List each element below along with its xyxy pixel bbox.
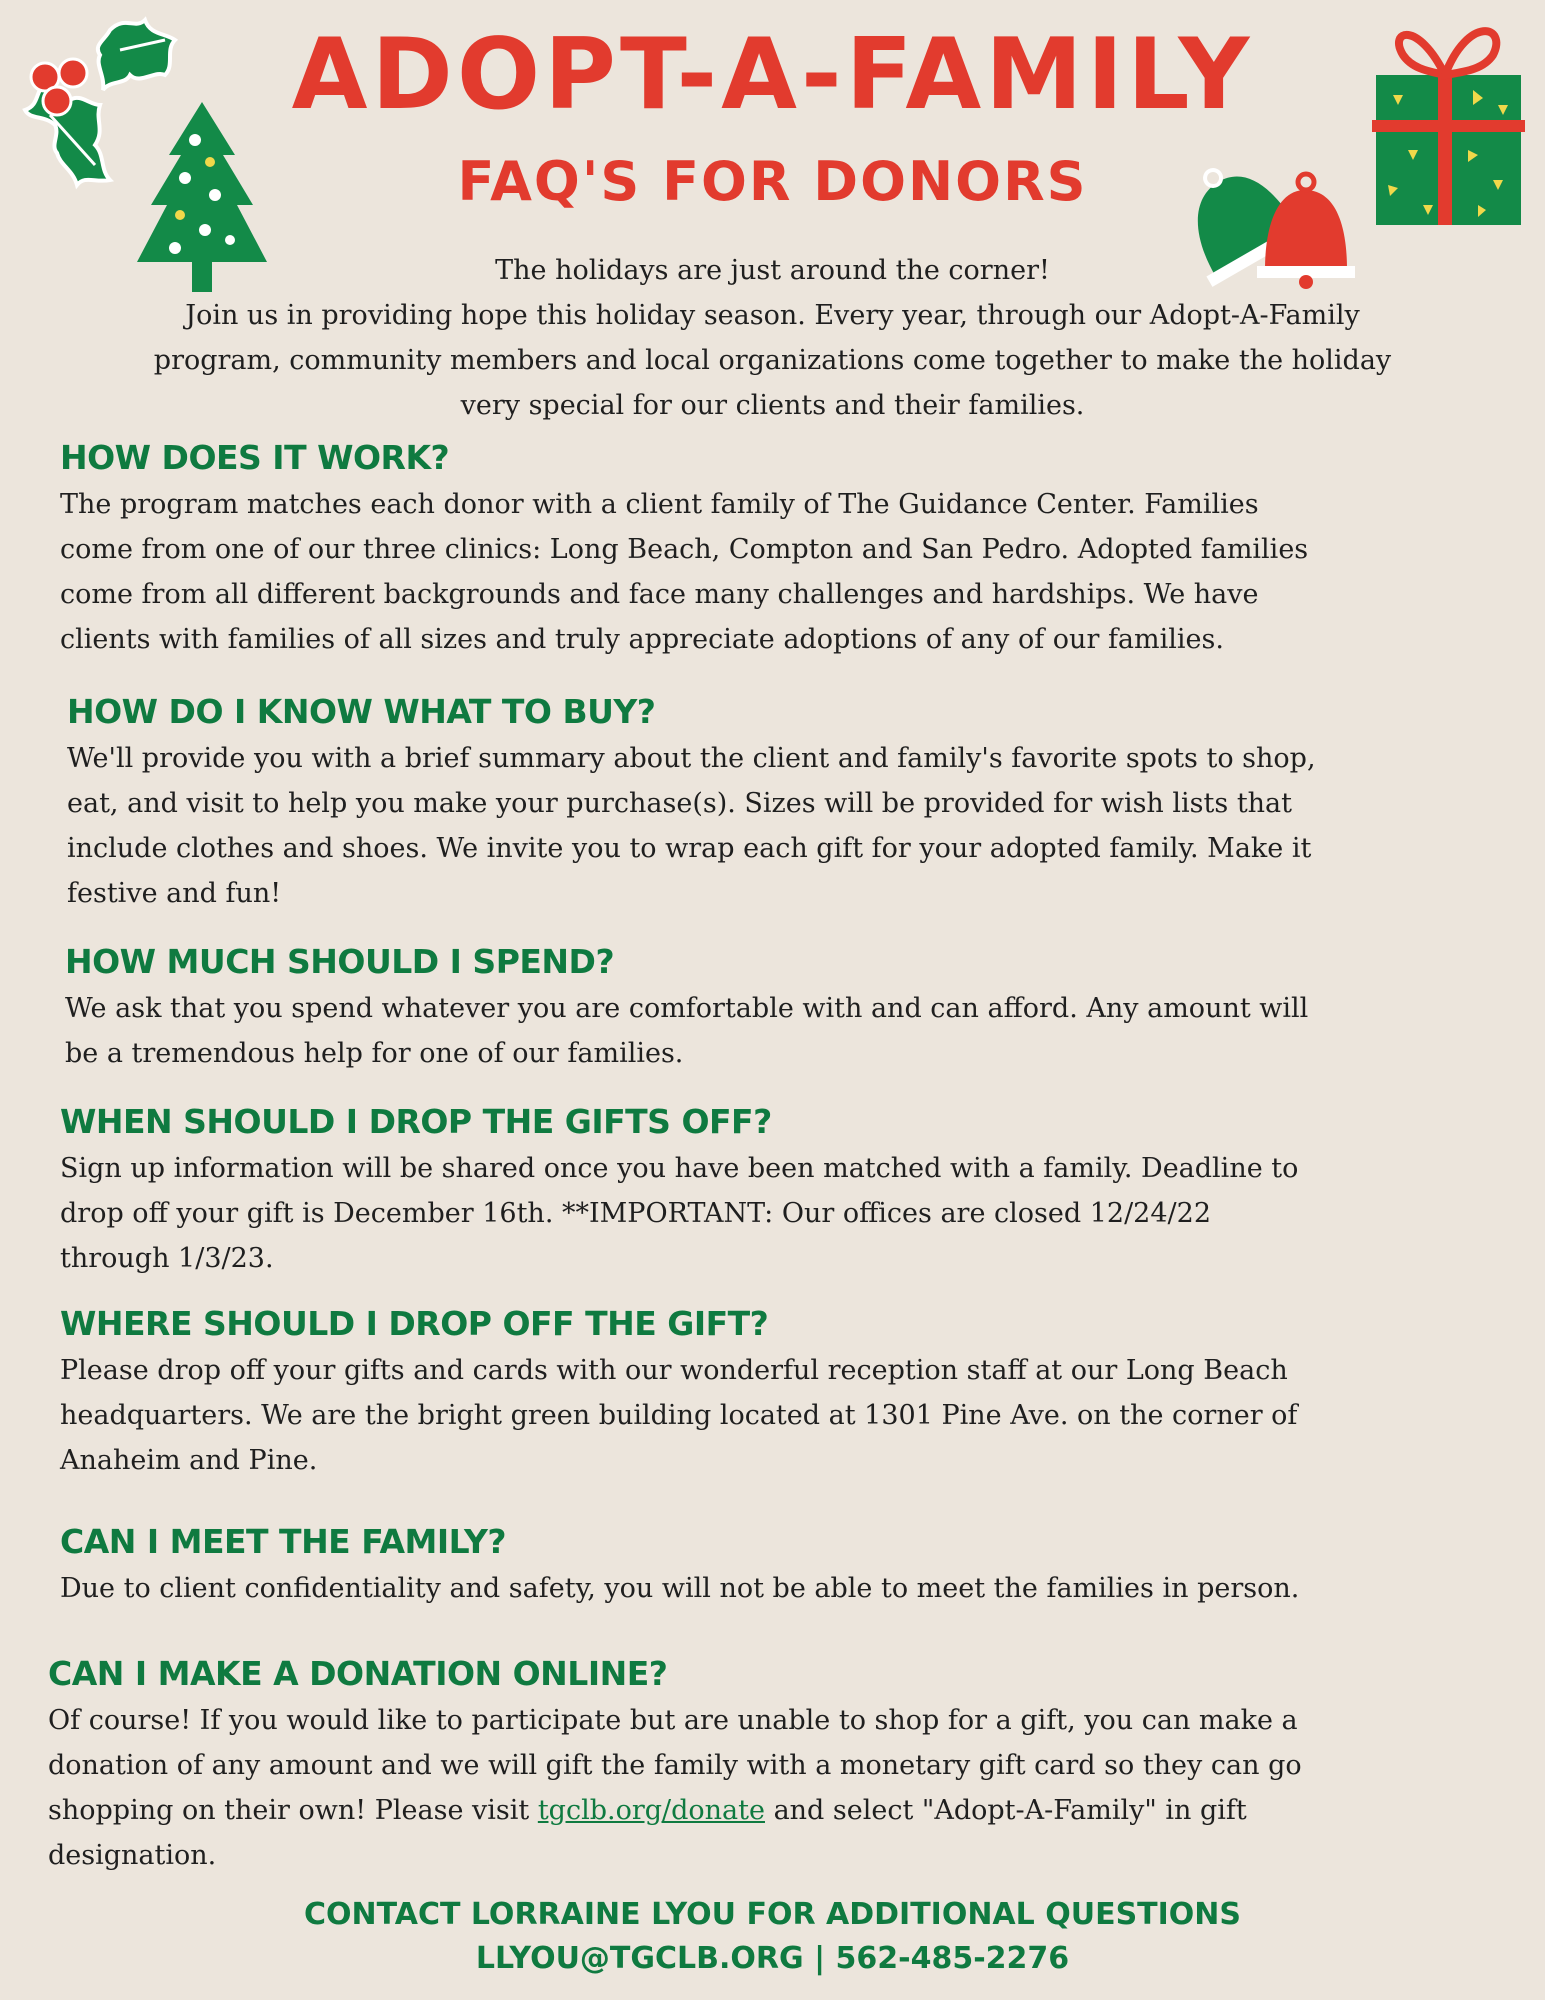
answer-line: Due to client confidentiality and safety, you will not be able to meet the families in person. bbox=[60, 1573, 1300, 1604]
faq-where-drop-off bbox=[60, 1302, 1297, 1483]
answer-line: through 1/3/23. bbox=[60, 1243, 274, 1274]
faq-how-much-spend bbox=[65, 940, 1308, 1076]
answer-line: drop off your gift is December 16th. **IMPORTANT: Our offices are closed 12/24/22 bbox=[60, 1198, 1211, 1229]
faq-what-to-buy bbox=[67, 690, 1316, 916]
faq-heading: WHERE SHOULD I DROP OFF THE GIFT? bbox=[60, 1304, 769, 1343]
intro-paragraph bbox=[80, 248, 1465, 428]
faq-answer bbox=[67, 736, 1316, 916]
answer-line: designation. bbox=[48, 1840, 217, 1871]
answer-line: be a tremendous help for one of our families. bbox=[65, 1038, 684, 1069]
faq-donation-online bbox=[48, 1652, 1302, 1878]
faq-answer bbox=[65, 986, 1308, 1076]
faq-meet-family bbox=[60, 1520, 1299, 1611]
faq-heading: CAN I MEET THE FAMILY? bbox=[60, 1522, 507, 1561]
answer-line: festive and fun! bbox=[67, 878, 282, 909]
answer-line: come from one of our three clinics: Long Beach, Compton and San Pedro. Adopted families bbox=[60, 534, 1309, 565]
contact-footer bbox=[0, 1893, 1545, 1981]
answer-line: shopping on their own! Please visit bbox=[48, 1795, 538, 1826]
intro-line: program, community members and local organizations come together to make the holiday bbox=[153, 345, 1392, 376]
contact-email-phone: LLYOU@TGCLB.ORG | 562-485-2276 bbox=[475, 1941, 1070, 1976]
answer-line: clients with families of all sizes and truly appreciate adoptions of any of our families. bbox=[60, 624, 1224, 655]
faq-how-does-it-work bbox=[60, 436, 1308, 662]
faq-answer bbox=[60, 1348, 1297, 1483]
answer-line: The program matches each donor with a client family of The Guidance Center. Families bbox=[60, 489, 1259, 520]
faq-heading: HOW DOES IT WORK? bbox=[60, 438, 450, 477]
intro-line: very special for our clients and their families. bbox=[460, 390, 1085, 421]
answer-line: We'll provide you with a brief summary about the client and family's favorite spots to shop, bbox=[67, 743, 1316, 774]
faq-heading: HOW DO I KNOW WHAT TO BUY? bbox=[67, 692, 656, 731]
answer-line: Anaheim and Pine. bbox=[60, 1445, 318, 1476]
answer-line: include clothes and shoes. We invite you to wrap each gift for your adopted family. Make it bbox=[67, 833, 1312, 864]
answer-line: donation of any amount and we will gift the family with a monetary gift card so they can go bbox=[48, 1750, 1302, 1781]
faq-heading: CAN I MAKE A DONATION ONLINE? bbox=[48, 1654, 668, 1693]
contact-line: CONTACT LORRAINE LYOU FOR ADDITIONAL QUESTIONS bbox=[303, 1897, 1242, 1932]
answer-line: We ask that you spend whatever you are comfortable with and can afford. Any amount will bbox=[65, 993, 1309, 1024]
faq-answer bbox=[60, 1566, 1299, 1611]
donate-link[interactable]: tgclb.org/donate bbox=[537, 1795, 765, 1826]
answer-line: Of course! If you would like to participate but are unable to shop for a gift, you can make a bbox=[48, 1705, 1298, 1736]
page-title: ADOPT-A-FAMILY bbox=[291, 18, 1254, 132]
answer-line: come from all different backgrounds and face many challenges and hardships. We have bbox=[60, 579, 1259, 610]
answer-line: Please drop off your gifts and cards with our wonderful reception staff at our Long Beach bbox=[60, 1355, 1288, 1386]
faq-when-drop-off bbox=[60, 1100, 1298, 1281]
answer-line: eat, and visit to help you make your purchase(s). Sizes will be provided for wish lists that bbox=[67, 788, 1293, 819]
intro-line: The holidays are just around the corner! bbox=[495, 255, 1050, 286]
faq-answer bbox=[60, 1146, 1298, 1281]
answer-line: and select "Adopt-A-Family" in gift bbox=[764, 1795, 1247, 1826]
answer-line: headquarters. We are the bright green building located at 1301 Pine Ave. on the corner of bbox=[60, 1400, 1298, 1431]
faq-answer bbox=[60, 482, 1308, 662]
faq-heading: HOW MUCH SHOULD I SPEND? bbox=[65, 942, 615, 981]
faq-heading: WHEN SHOULD I DROP THE GIFTS OFF? bbox=[60, 1102, 772, 1141]
faq-answer bbox=[48, 1698, 1302, 1878]
answer-line: Sign up information will be shared once you have been matched with a family. Deadline to bbox=[60, 1153, 1299, 1184]
intro-line: Join us in providing hope this holiday season. Every year, through our Adopt-A-Family bbox=[185, 300, 1360, 331]
page-subtitle: FAQ'S FOR DONORS bbox=[457, 150, 1088, 213]
